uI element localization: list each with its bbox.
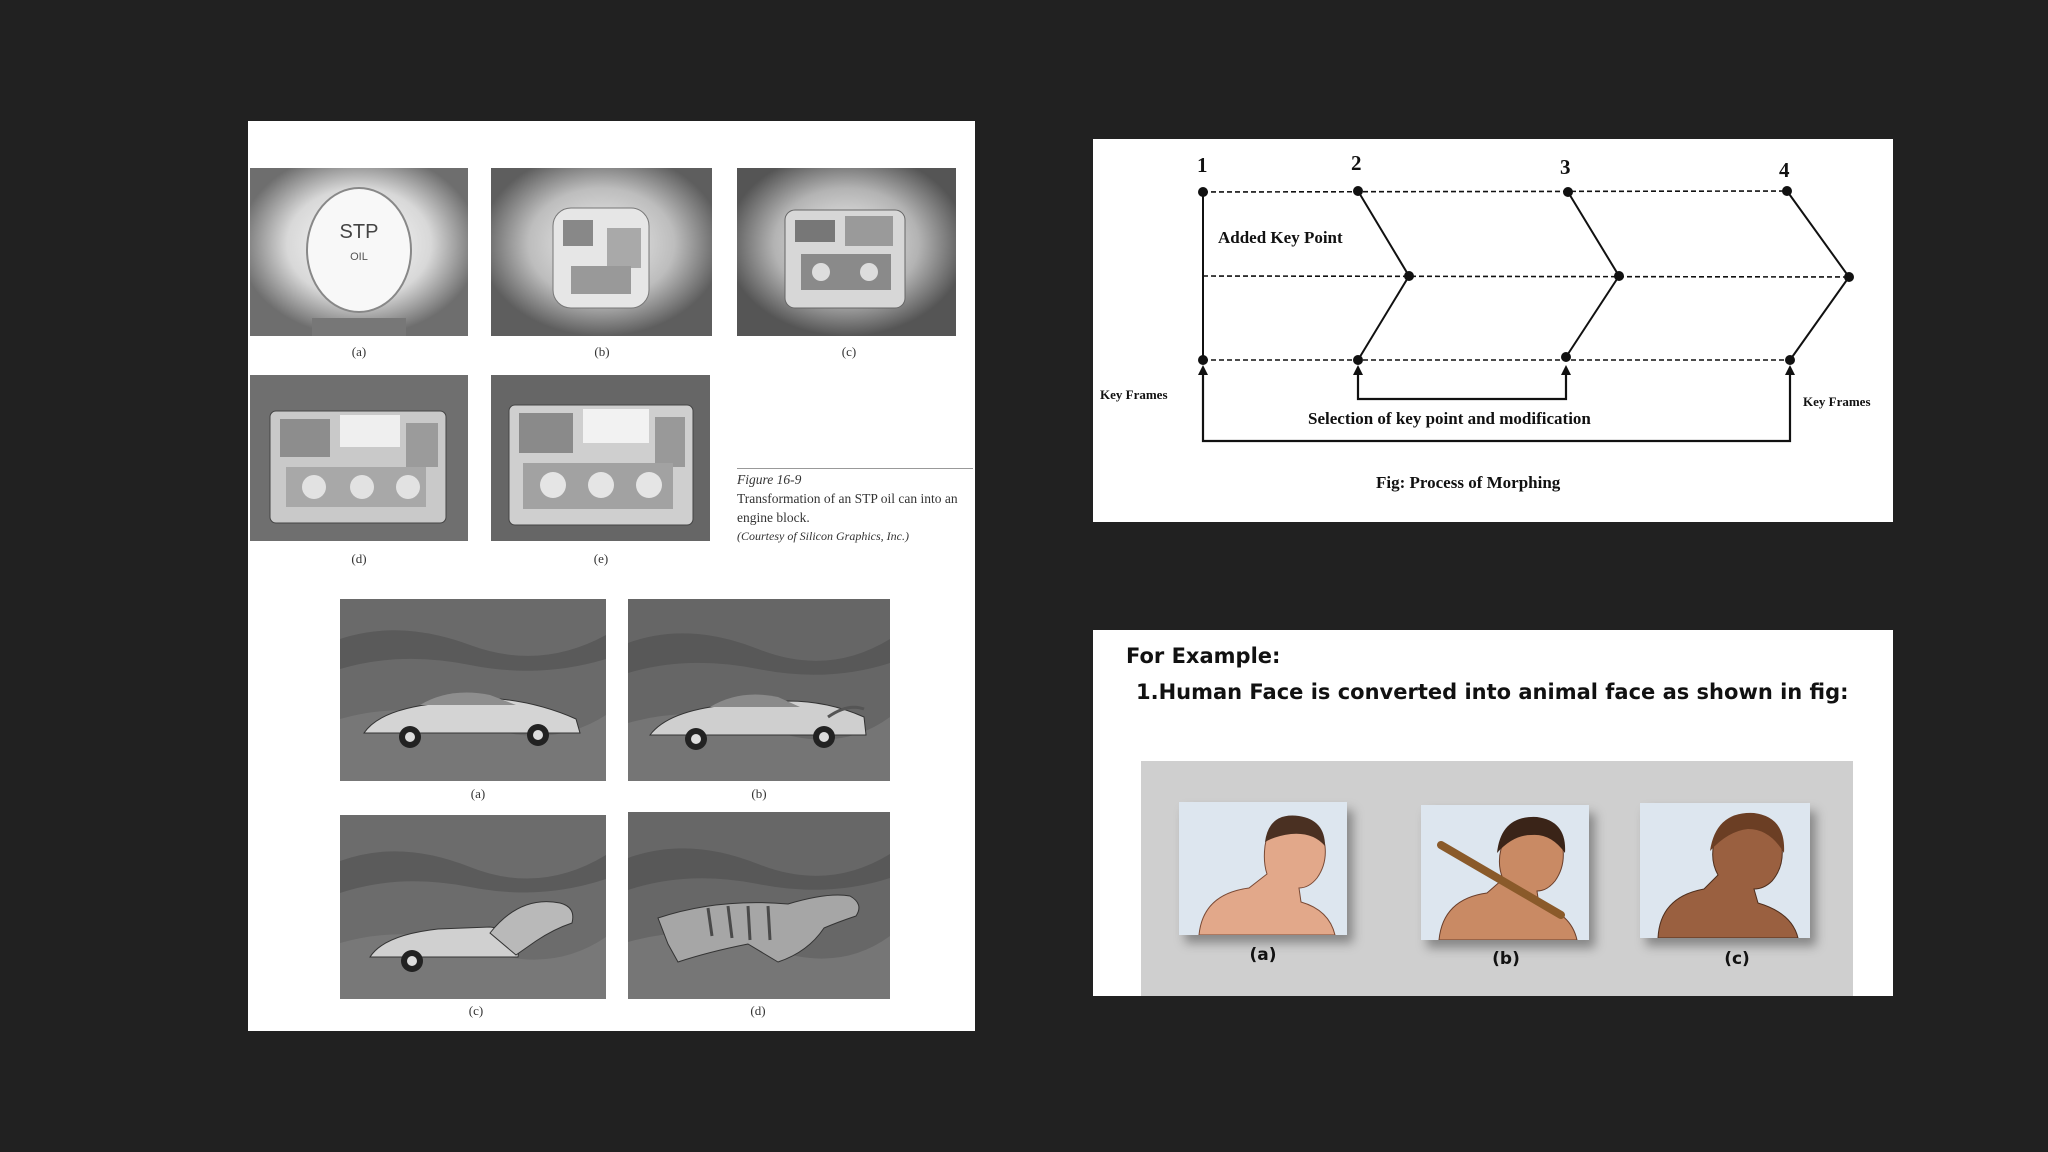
morphing-diagram (1093, 139, 1893, 522)
car-tiger-caption-c: (c) (468, 1003, 484, 1018)
car-tiger-photo-d (628, 812, 890, 999)
car-tiger-caption-b: (b) (751, 786, 767, 801)
car-tiger-photo-a (340, 599, 606, 781)
oil-can-caption-a: (a) (351, 344, 367, 359)
image-label-c: (c) (1724, 949, 1750, 969)
svg-text:OIL: OIL (350, 251, 368, 263)
key-point-1-top (1198, 187, 1208, 197)
ape-face-image (1640, 803, 1810, 938)
oil-can-photo-a (250, 168, 468, 336)
example-heading: For Example: (1126, 644, 1281, 668)
added-key-point-label: Added Key Point (1218, 228, 1343, 247)
key-point-4-mid (1844, 272, 1854, 282)
figure-rule (737, 468, 973, 469)
key-frames-arrow-right (1785, 365, 1795, 375)
key-frames-left-label: Key Frames (1100, 387, 1168, 402)
key-point-1-bottom (1198, 355, 1208, 365)
top-dashed-line (1203, 191, 1790, 192)
frame-number-3: 3 (1560, 155, 1571, 179)
key-point-2-bottom (1353, 355, 1363, 365)
morphing-diagram-panel (1093, 139, 1893, 522)
oil-can-photo-c (737, 168, 956, 336)
car-tiger-caption-d: (d) (750, 1003, 766, 1018)
key-point-4-bottom (1785, 355, 1795, 365)
oil-can-caption-b: (b) (594, 344, 610, 359)
key-point-4-top (1782, 186, 1792, 196)
oil-can-photo-b (491, 168, 712, 336)
engine-photo-d (250, 375, 468, 541)
selection-label: Selection of key point and modification (1308, 409, 1591, 428)
key-point-3-mid (1614, 271, 1624, 281)
key-point-3-top (1563, 187, 1573, 197)
early-human-image (1421, 805, 1589, 940)
key-point-3-bottom (1561, 352, 1571, 362)
car-tiger-photo-b (628, 599, 890, 781)
key-point-path-4 (1787, 191, 1849, 360)
example-description: 1.Human Face is converted into animal face as shown in fig: (1136, 680, 1849, 704)
car-tiger-photo-c (340, 815, 606, 999)
oil-can-caption-c: (c) (841, 344, 857, 359)
svg-text:STP: STP (339, 221, 379, 243)
figure-caption (737, 470, 977, 546)
figure-title: Figure 16-9 (737, 472, 802, 487)
frame-number-1: 1 (1197, 153, 1208, 177)
frame-number-4: 4 (1779, 158, 1790, 182)
key-point-2-top (1353, 186, 1363, 196)
selection-arrow-left (1353, 365, 1363, 375)
key-frames-right-label: Key Frames (1803, 394, 1871, 409)
frame-number-2: 2 (1351, 151, 1362, 175)
human-face-image (1179, 802, 1347, 935)
middle-dashed-line (1203, 276, 1849, 277)
example-panel (1093, 630, 1893, 996)
key-point-path-3 (1566, 192, 1619, 357)
selection-arrow-right (1561, 365, 1571, 375)
engine-caption-e: (e) (593, 551, 609, 566)
textbook-page-scan (248, 121, 975, 1031)
image-label-a: (a) (1249, 945, 1277, 965)
selection-bracket (1358, 371, 1566, 399)
engine-photo-e (491, 375, 710, 541)
figure-text: Transformation of an STP oil can into an engine block. (737, 491, 958, 525)
key-point-2-mid (1404, 271, 1414, 281)
image-label-b: (b) (1492, 949, 1520, 969)
key-frames-bracket (1203, 371, 1790, 441)
car-tiger-caption-a: (a) (470, 786, 486, 801)
evolution-image-strip (1141, 761, 1853, 996)
figure-credit: (Courtesy of Silicon Graphics, Inc.) (737, 529, 909, 543)
engine-caption-d: (d) (351, 551, 367, 566)
diagram-caption: Fig: Process of Morphing (1376, 473, 1561, 492)
key-frames-arrow-left (1198, 365, 1208, 375)
